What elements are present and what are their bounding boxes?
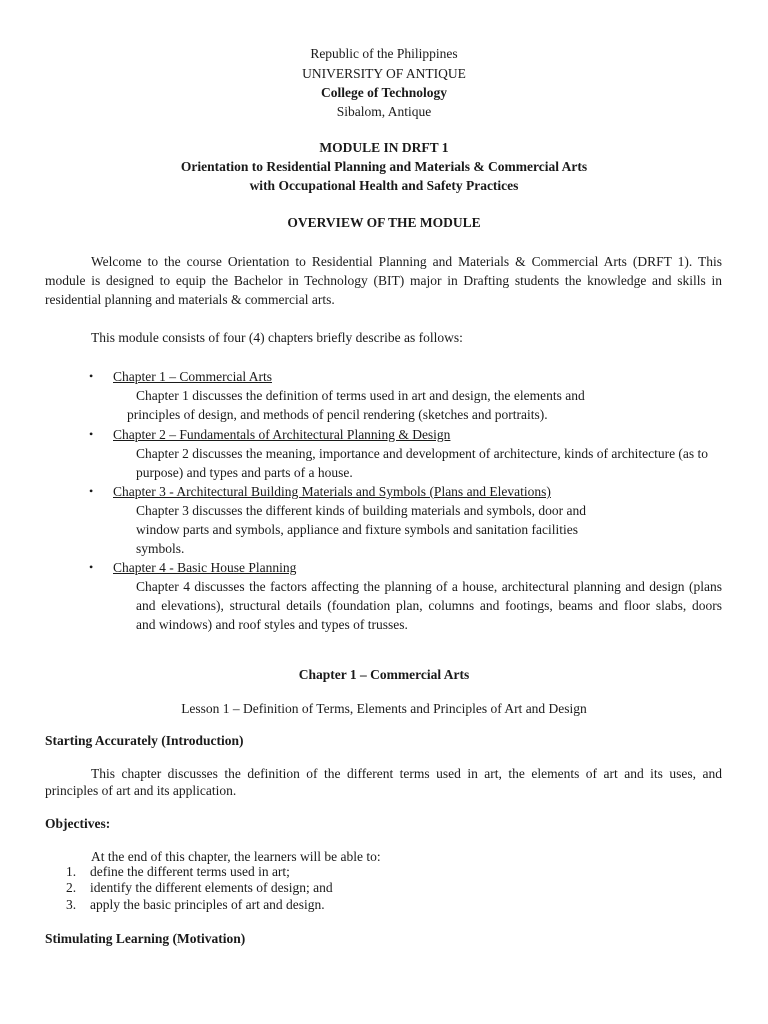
university-name: UNIVERSITY OF ANTIQUE bbox=[302, 66, 466, 81]
bullet-icon: • bbox=[89, 560, 94, 574]
college-name: College of Technology bbox=[320, 85, 447, 100]
module-subtitle-2: with Occupational Health and Safety Practices bbox=[249, 178, 519, 193]
objectives-intro: At the end of this chapter, the learners will be able to: bbox=[91, 849, 381, 864]
intro-heading: Starting Accurately (Introduction) bbox=[45, 733, 244, 748]
objective-item: define the different terms used in art; bbox=[90, 864, 290, 879]
overview-para-line-3: residential planning and materials & commercial arts. bbox=[45, 292, 335, 307]
chapter-3-desc-1: Chapter 3 discusses the different kinds of building materials and symbols, door and bbox=[136, 503, 587, 518]
chapter-3-desc-3: symbols. bbox=[136, 541, 185, 556]
location-line: Sibalom, Antique bbox=[336, 104, 432, 119]
objectives-heading: Objectives: bbox=[45, 816, 111, 831]
bullet-icon: • bbox=[89, 369, 94, 383]
motivation-heading: Stimulating Learning (Motivation) bbox=[45, 931, 246, 946]
chapter-2-title: Chapter 2 – Fundamentals of Architectural Planning & Design bbox=[113, 427, 451, 442]
chapter-4-desc-3: and windows) and roof styles and types of trusses. bbox=[136, 617, 408, 632]
overview-para-line-2: module is designed to equip the Bachelor in Technology (BIT) major in Drafting students the knowledge and skills in bbox=[45, 273, 722, 288]
chapter-1-desc-1: Chapter 1 discusses the definition of terms used in art and design, the elements and bbox=[136, 388, 585, 403]
chapter-3-desc-2: window parts and symbols, appliance and fixture symbols and sanitation facilities bbox=[136, 522, 579, 537]
objective-item: apply the basic principles of art and design. bbox=[90, 897, 325, 912]
objective-number: 2. bbox=[66, 880, 77, 895]
objective-number: 3. bbox=[66, 897, 77, 912]
objective-item: identify the different elements of design; and bbox=[90, 880, 333, 895]
chapter-4-desc-1: Chapter 4 discusses the factors affecting the planning of a house, architectural planning and design (plans bbox=[136, 579, 722, 594]
chapter-3-title: Chapter 3 - Architectural Building Materials and Symbols (Plans and Elevations) bbox=[113, 484, 551, 499]
module-subtitle-1: Orientation to Residential Planning and Materials & Commercial Arts bbox=[180, 159, 588, 174]
chapter-1-title: Chapter 1 – Commercial Arts bbox=[113, 369, 272, 384]
objective-number: 1. bbox=[66, 864, 77, 879]
chapter-4-title: Chapter 4 - Basic House Planning bbox=[113, 560, 297, 575]
overview-heading: OVERVIEW OF THE MODULE bbox=[287, 215, 481, 230]
bullet-icon: • bbox=[89, 484, 94, 498]
chapter-4-desc-2: and elevations), structural details (foundation plan, columns and footings, beams and floor slabs, doors bbox=[136, 598, 722, 613]
intro-para-line-1: This chapter discusses the definition of the different terms used in art, the elements of art and its uses, and bbox=[91, 766, 722, 781]
chapter-2-desc-2: purpose) and types and parts of a house. bbox=[136, 465, 353, 480]
chapter-2-desc-1: Chapter 2 discusses the meaning, importance and development of architecture, kinds of architecture (as to bbox=[136, 446, 709, 461]
overview-para-line-1: Welcome to the course Orientation to Residential Planning and Materials & Commercial Arts (DRFT 1). This bbox=[91, 254, 722, 269]
module-title: MODULE IN DRFT 1 bbox=[319, 140, 449, 155]
bullet-icon: • bbox=[89, 427, 94, 441]
chapters-intro: This module consists of four (4) chapters briefly describe as follows: bbox=[91, 330, 463, 345]
republic-line: Republic of the Philippines bbox=[310, 46, 458, 61]
chapter-1-desc-2: principles of design, and methods of pencil rendering (sketches and portraits). bbox=[127, 407, 548, 422]
intro-para-line-2: principles of art and its application. bbox=[45, 783, 237, 798]
chapter-1-heading: Chapter 1 – Commercial Arts bbox=[298, 667, 470, 682]
lesson-1-title: Lesson 1 – Definition of Terms, Elements and Principles of Art and Design bbox=[181, 701, 587, 716]
